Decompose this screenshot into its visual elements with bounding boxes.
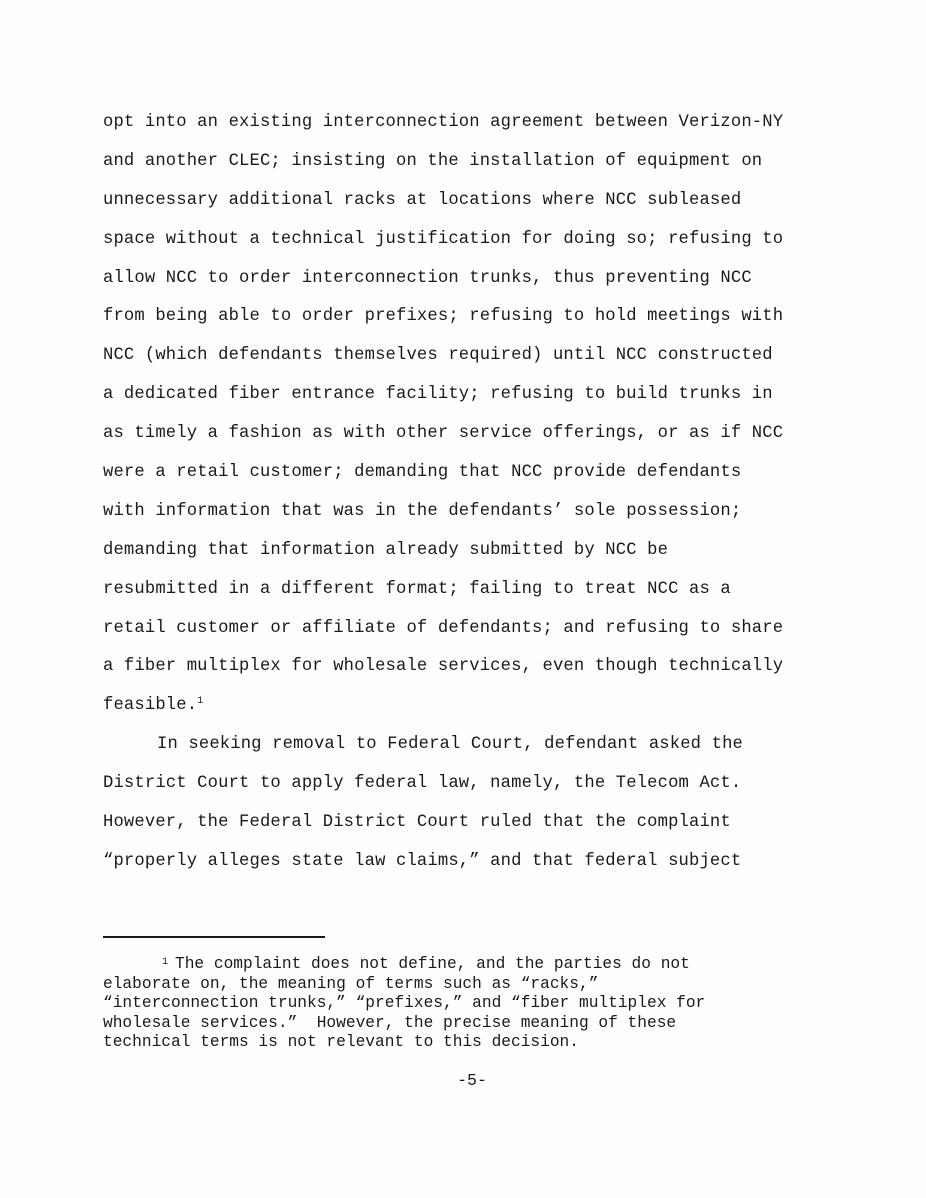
footnote-line: “interconnection trunks,” “prefixes,” and “fiber multiplex for xyxy=(103,994,706,1012)
footnote-divider xyxy=(103,936,325,938)
footnote-line: wholesale services.” However, the precise meaning of these xyxy=(103,1013,677,1032)
paragraph-line: However, the Federal District Court ruled that the complaint xyxy=(103,813,731,833)
body-text xyxy=(103,104,823,882)
page-number: -5- xyxy=(457,1071,487,1090)
body-line: NCC (which defendants themselves required) until NCC constructed xyxy=(103,346,773,366)
body-line: from being able to order prefixes; refusing to hold meetings with xyxy=(103,307,784,327)
body-line: retail customer or affiliate of defendants; and refusing to share xyxy=(103,618,784,638)
body-line: as timely a fashion as with other service offerings, or as if NCC xyxy=(103,424,784,444)
footnote xyxy=(103,955,803,1053)
body-line: and another CLEC; insisting on the installation of equipment on xyxy=(103,151,763,171)
paragraph-line: “properly alleges state law claims,” and that federal subject xyxy=(103,851,742,871)
paragraph-line: In seeking removal to Federal Court, defendant asked the xyxy=(157,735,743,755)
body-last-line xyxy=(103,687,823,726)
footnote-reference[interactable]: 1 xyxy=(197,696,204,708)
body-line: allow NCC to order interconnection trunks, thus preventing NCC xyxy=(103,268,752,288)
body-line: were a retail customer; demanding that NCC provide defendants xyxy=(103,463,742,483)
body-line: unnecessary additional racks at locations where NCC subleased xyxy=(103,190,742,210)
paragraph-line: District Court to apply federal law, namely, the Telecom Act. xyxy=(103,774,742,794)
footnote-marker: 1 xyxy=(161,957,168,968)
footnote-text: The complaint does not define, and the parties do not xyxy=(175,955,690,973)
body-line: a dedicated fiber entrance facility; refusing to build trunks in xyxy=(103,385,773,405)
body-line: opt into an existing interconnection agreement between Verizon-NY xyxy=(103,113,784,132)
body-line: demanding that information already submitted by NCC be xyxy=(103,540,669,560)
footnote-line: elaborate on, the meaning of terms such as “racks,” xyxy=(103,974,599,993)
body-line: space without a technical justification for doing so; refusing to xyxy=(103,229,784,249)
body-line: with information that was in the defendants’ sole possession; xyxy=(103,501,742,521)
body-line: resubmitted in a different format; failing to treat NCC as a xyxy=(103,579,731,599)
footnote-line: technical terms is not relevant to this decision. xyxy=(103,1033,579,1051)
last-line-text: feasible. xyxy=(103,696,198,716)
footnote-first-line xyxy=(103,955,803,975)
body-line: a fiber multiplex for wholesale services, even though technically xyxy=(103,657,784,677)
